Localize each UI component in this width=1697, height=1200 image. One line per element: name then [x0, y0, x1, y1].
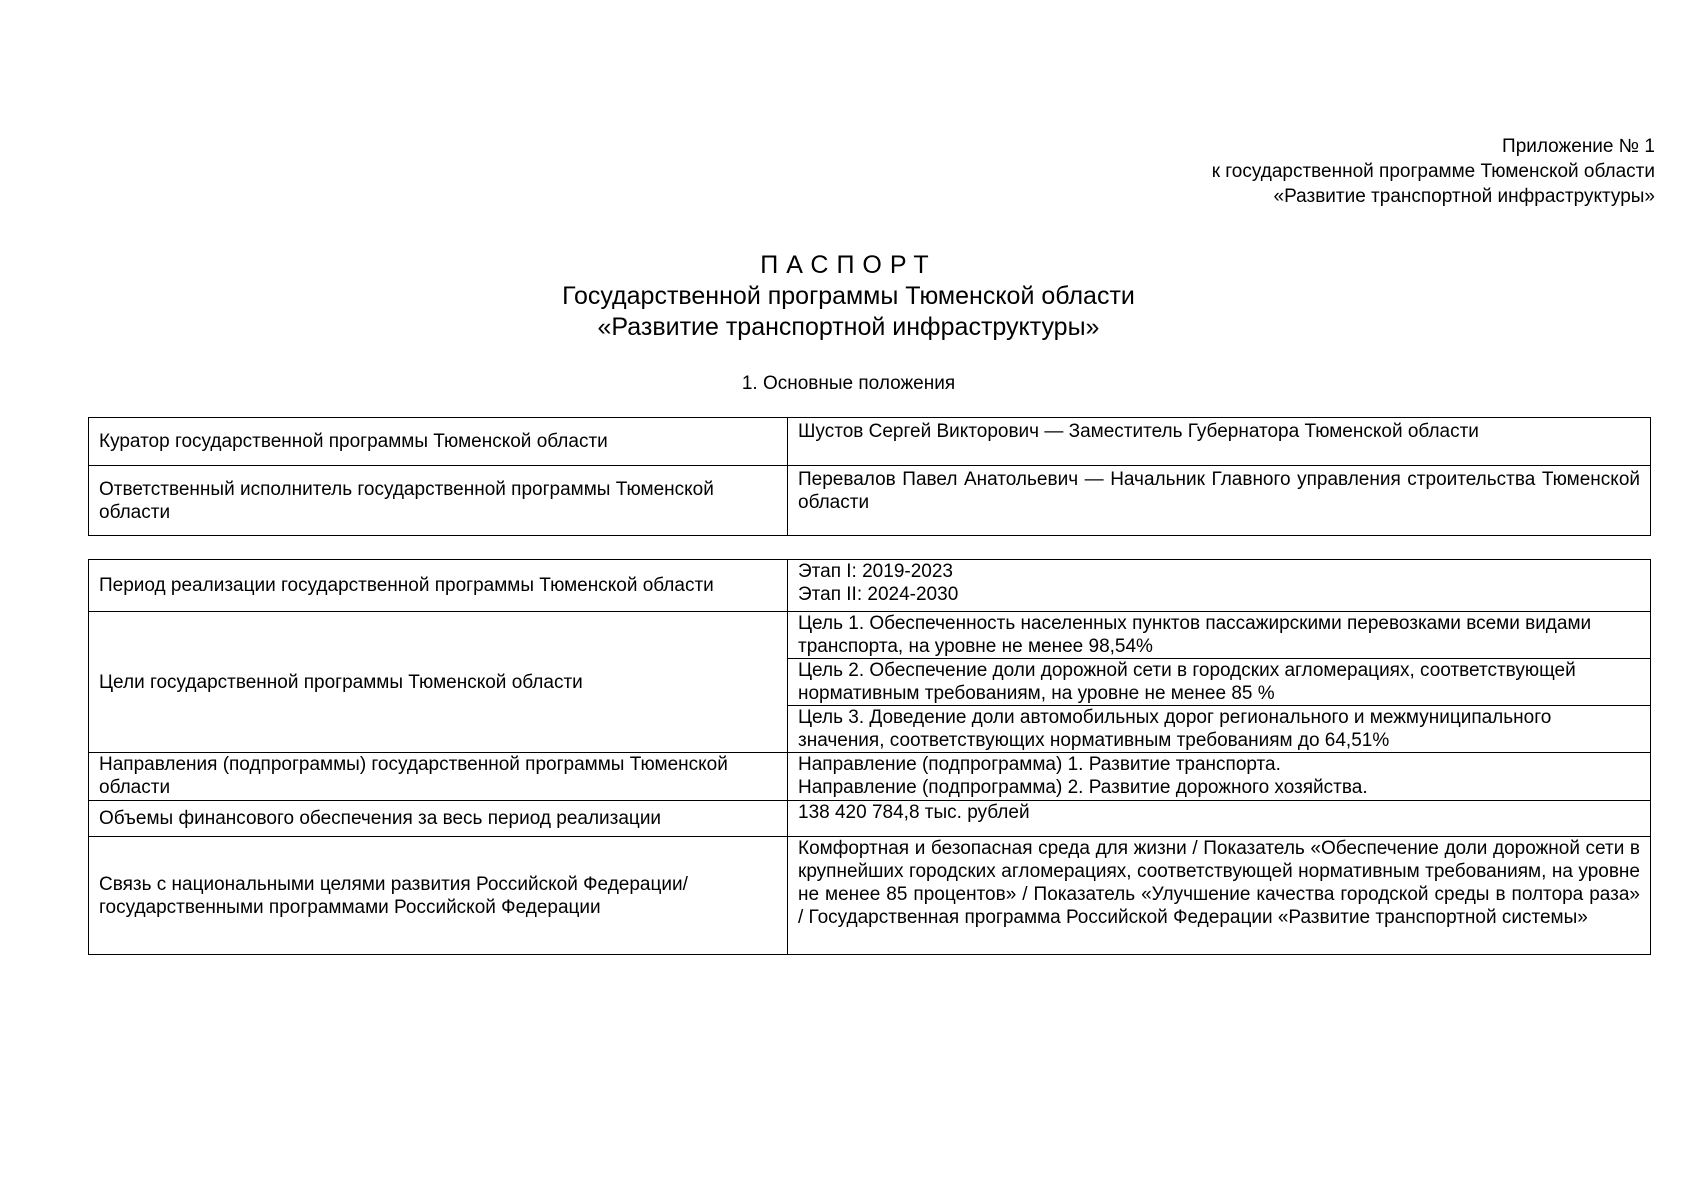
program-title-line1: Государственной программы Тюменской области	[562, 282, 1135, 310]
table-row	[89, 753, 1651, 801]
appendix-number: Приложение № 1	[1502, 136, 1655, 157]
direction-item-2: Направление (подпрограмма) 2. Развитие дорожного хозяйства.	[798, 777, 1368, 798]
links-label: Связь с национальными целями развития Российской Федерации/ государственными программами Российской Федерации	[89, 837, 788, 955]
links-value: Комфортная и безопасная среда для жизни / Показатель «Обеспечение доли дорожной сети в крупнейших городских агломерациях, соответствующей нормативным требованиям, на уровне не менее 85 процентов» / Показатель «Улучшение качества городской среды в полтора раза» / Государственная программа Российской Федерации «Развитие транспортной системы»	[788, 837, 1651, 955]
period-value	[788, 560, 1651, 612]
document-title	[0, 250, 1697, 343]
directions-value	[788, 753, 1651, 801]
appendix-header	[1212, 134, 1655, 209]
table-row	[89, 466, 1651, 536]
table-row	[89, 801, 1651, 837]
appendix-program-name: «Развитие транспортной инфраструктуры»	[1273, 186, 1655, 207]
funding-label: Объемы финансового обеспечения за весь период реализации	[89, 801, 788, 837]
executor-value: Перевалов Павел Анатольевич — Начальник Главного управления строительства Тюменской области	[788, 466, 1651, 536]
funding-value: 138 420 784,8 тыс. рублей	[788, 801, 1651, 837]
program-title-line2: «Развитие транспортной инфраструктуры»	[597, 313, 1100, 341]
direction-item-1: Направление (подпрограмма) 1. Развитие транспорта.	[798, 754, 1281, 775]
curator-value: Шустов Сергей Викторович — Заместитель Губернатора Тюменской области	[788, 418, 1651, 466]
period-label: Период реализации государственной программы Тюменской области	[89, 560, 788, 612]
passport-table-main	[88, 559, 1651, 955]
passport-heading: ПАСПОРТ	[760, 251, 937, 279]
executor-label: Ответственный исполнитель государственной программы Тюменской области	[89, 466, 788, 536]
goal-item-2: Цель 2. Обеспечение доли дорожной сети в городских агломерациях, соответствующей нормативным требованиям, на уровне не менее 85 %	[788, 659, 1651, 706]
goal-item-3: Цель 3. Доведение доли автомобильных дорог регионального и межмуниципального значения, соответствующих нормативным требованиям до 64,51%	[788, 706, 1651, 753]
table-row	[89, 837, 1651, 955]
goals-label: Цели государственной программы Тюменской области	[89, 612, 788, 753]
table-row	[89, 560, 1651, 612]
appendix-reference: к государственной программе Тюменской области	[1211, 161, 1655, 182]
period-stage-1: Этап I: 2019-2023	[798, 561, 953, 582]
passport-table-curators	[88, 417, 1651, 536]
period-stage-2: Этап II: 2024-2030	[798, 584, 959, 605]
table-row	[89, 612, 1651, 659]
directions-label: Направления (подпрограммы) государственной программы Тюменской области	[89, 753, 788, 801]
table-row	[89, 418, 1651, 466]
section-title: 1. Основные положения	[741, 373, 956, 394]
curator-label: Куратор государственной программы Тюменской области	[89, 418, 788, 466]
goal-item-1: Цель 1. Обеспеченность населенных пунктов пассажирскими перевозками всеми видами транспорта, на уровне не менее 98,54%	[788, 612, 1651, 659]
